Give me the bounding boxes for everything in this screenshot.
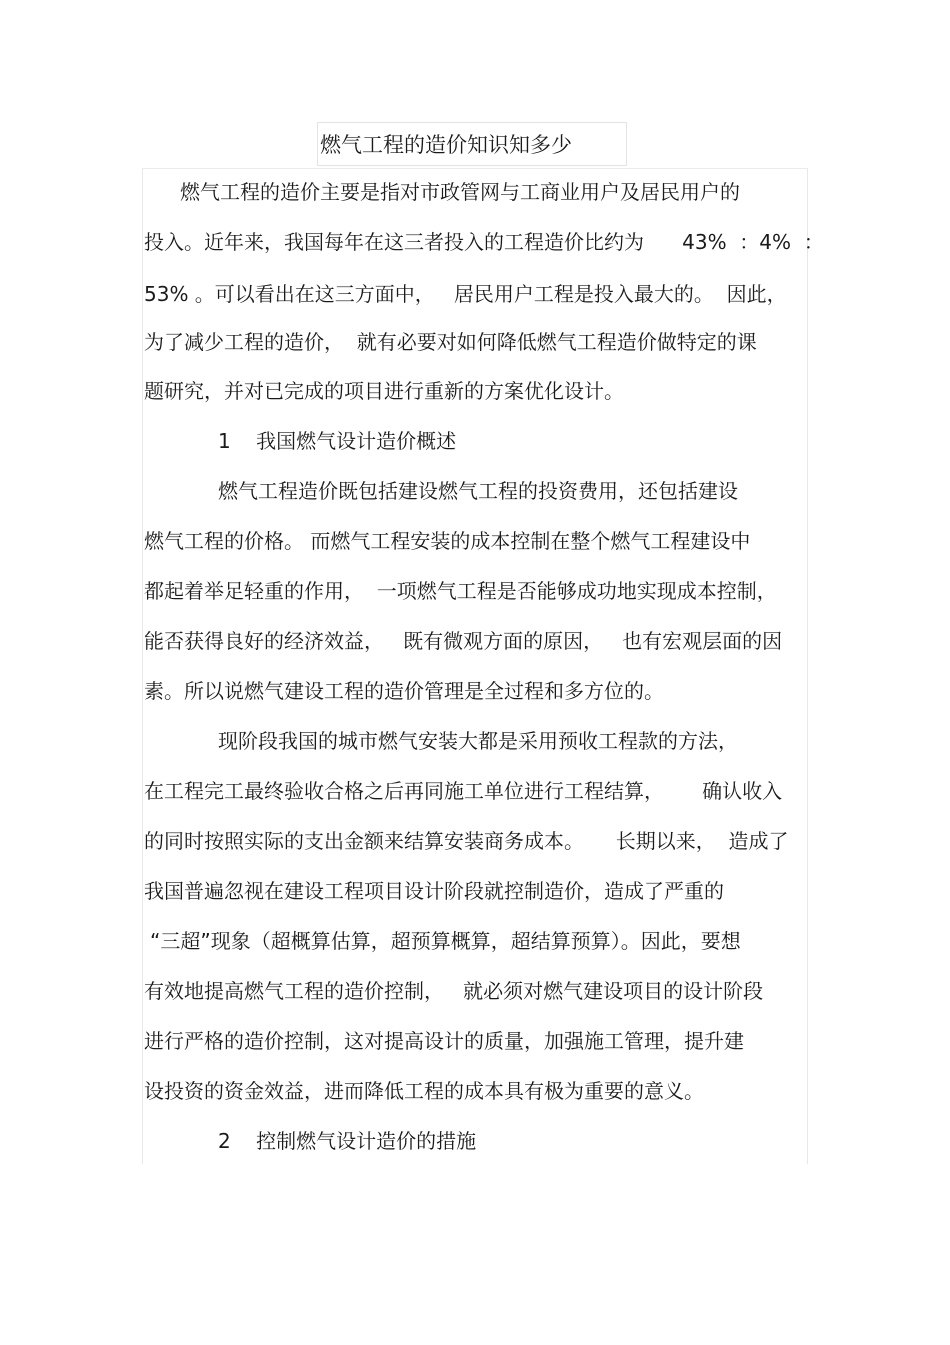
paragraph-line: 的同时按照实际的支出金额来结算安装商务成本。 长期以来， 造成了: [144, 829, 789, 853]
content-frame: [142, 168, 808, 1164]
paragraph-line: 有效地提高燃气工程的造价控制， 就必须对燃气建设项目的设计阶段: [144, 979, 764, 1003]
paragraph-line: 设投资的资金效益，进而降低工程的成本具有极为重要的意义。: [144, 1079, 704, 1103]
paragraph-line: 素。所以说燃气建设工程的造价管理是全过程和多方位的。: [144, 679, 664, 703]
paragraph-line: 题研究，并对已完成的项目进行重新的方案优化设计。: [144, 379, 624, 403]
paragraph-line: 燃气工程造价既包括建设燃气工程的投资费用，还包括建设: [218, 479, 738, 503]
paragraph-line: 投入。近年来，我国每年在这三者投入的工程造价比约为 43% ：4% ：: [144, 230, 824, 254]
paragraph-line: 在工程完工最终验收合格之后再同施工单位进行工程结算， 确认收入: [144, 779, 783, 803]
paragraph-line: 53% 。可以看出在这三方面中， 居民用户工程是投入最大的。 因此，: [144, 282, 787, 306]
paragraph-line: 能否获得良好的经济效益， 既有微观方面的原因， 也有宏观层面的因: [144, 629, 783, 653]
section-heading: 2 控制燃气设计造价的措施: [218, 1129, 477, 1153]
paragraph-line: 现阶段我国的城市燃气安装大都是采用预收工程款的方法，: [218, 729, 738, 753]
paragraph-line: 燃气工程的造价主要是指对市政管网与工商业用户及居民用户的: [180, 180, 740, 204]
paragraph-line: 燃气工程的价格。 而燃气工程安装的成本控制在整个燃气工程建设中: [144, 529, 751, 553]
section-heading: 1 我国燃气设计造价概述: [218, 429, 457, 453]
paragraph-line: 为了减少工程的造价， 就有必要对如何降低燃气工程造价做特定的课: [144, 330, 757, 354]
paragraph-line: 进行严格的造价控制，这对提高设计的质量，加强施工管理，提升建: [144, 1029, 744, 1053]
document-title: 燃气工程的造价知识知多少: [320, 133, 572, 157]
paragraph-line: “三超”现象（超概算估算，超预算概算，超结算预算）。因此，要想: [150, 929, 741, 953]
paragraph-line: 都起着举足轻重的作用， 一项燃气工程是否能够成功地实现成本控制，: [144, 579, 777, 603]
paragraph-line: 我国普遍忽视在建设工程项目设计阶段就控制造价，造成了严重的: [144, 879, 724, 903]
